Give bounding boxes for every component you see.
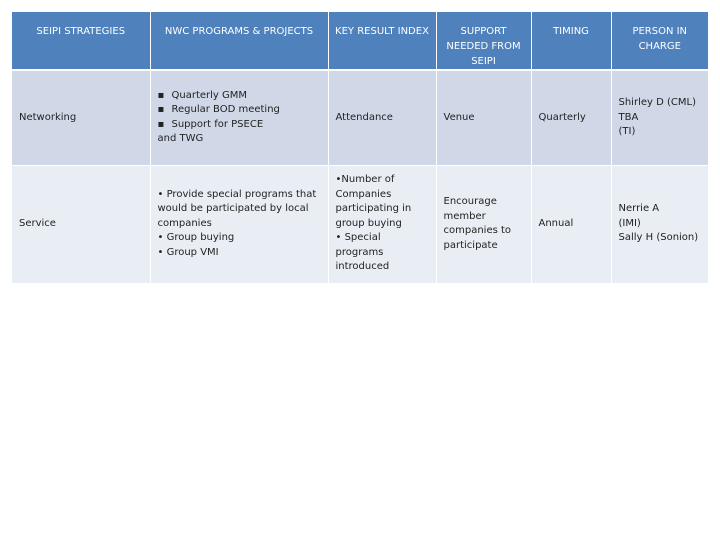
strategy-table [12, 12, 708, 284]
table-header-row [12, 12, 708, 70]
cell-person [611, 70, 708, 165]
support-text: Venue [443, 111, 475, 123]
strategy-text: Service [19, 217, 56, 229]
support-text: Encourage member companies to participate [443, 196, 512, 251]
person-line: TBA [618, 111, 639, 123]
timing-text: Annual [538, 217, 574, 229]
person-line: Nerrie A [618, 203, 660, 215]
program-tail: and TWG [157, 133, 204, 145]
cell-timing [531, 165, 611, 283]
program-bullet: ▪ Quarterly GMM [158, 89, 321, 104]
cell-support [436, 165, 531, 283]
kri-text: • Special programs introduced [335, 232, 390, 273]
header-key-result-index: KEY RESULT INDEX [328, 12, 436, 70]
cell-person [611, 165, 708, 283]
header-person-in-charge: PERSON IN CHARGE [611, 12, 708, 70]
program-line: • Group VMI [157, 246, 219, 258]
timing-text: Quarterly [538, 111, 586, 123]
header-seipi-strategies: SEIPI STRATEGIES [12, 12, 150, 70]
cell-strategy [12, 70, 150, 165]
header-support-needed: SUPPORT NEEDED FROM SEIPI [436, 12, 531, 70]
header-nwc-programs: NWC PROGRAMS & PROJECTS [150, 12, 328, 70]
cell-support [436, 70, 531, 165]
cell-timing [531, 70, 611, 165]
program-line: • Group buying [157, 232, 235, 244]
cell-kri [328, 70, 436, 165]
person-line: Sally H (Sonion) [618, 232, 699, 244]
kri-text: •Number of Companies participating in group buying [335, 174, 412, 229]
cell-programs [150, 70, 328, 165]
cell-strategy [12, 165, 150, 283]
person-line: (IMI) [618, 217, 641, 229]
table-row [12, 70, 708, 165]
person-line: (TI) [618, 126, 636, 137]
person-line: Shirley D (CML) [618, 97, 696, 108]
program-line: • Provide special programs that would be participated by local companies [157, 188, 317, 229]
table-row [12, 165, 708, 283]
program-bullet: ▪ Support for PSECE [158, 118, 321, 133]
kri-text: Attendance [335, 111, 393, 123]
cell-kri [328, 165, 436, 283]
cell-programs [150, 165, 328, 283]
header-timing: TIMING [531, 12, 611, 70]
strategy-text: Networking [19, 111, 77, 123]
program-bullet: ▪ Regular BOD meeting [158, 103, 321, 118]
